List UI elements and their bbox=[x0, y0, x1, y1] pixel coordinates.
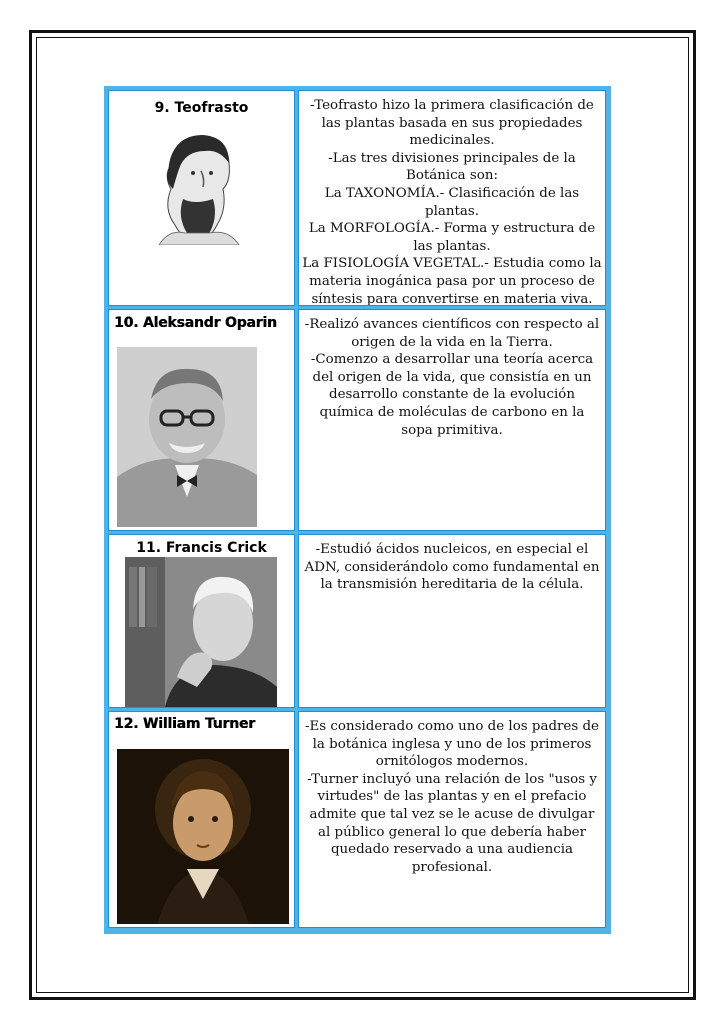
scientist-name: 11. Francis Crick bbox=[136, 540, 267, 556]
description-line: -Comenzo a desarrollar una teoría acerca del origen de la vida, que consistía en un desarrollo constante de la evolución química de moléculas de carbono en la sopa primitiva. bbox=[310, 352, 594, 438]
scientist-name: 12. William Turner bbox=[114, 716, 255, 732]
portrait-image-turner bbox=[117, 749, 289, 924]
description bbox=[299, 712, 605, 876]
description-line: La FISIOLOGÍA VEGETAL.- Estudia como la materia inogánica pasa por un proceso de síntesis para convertirse en materia viva. bbox=[302, 256, 602, 305]
portrait-image-oparin bbox=[117, 347, 257, 527]
scientist-name: 10. Aleksandr Oparin bbox=[114, 315, 277, 331]
description-cell-teofrasto bbox=[299, 91, 605, 305]
name-cell-crick bbox=[109, 535, 294, 707]
description-line: -Las tres divisiones principales de la Botánica son: bbox=[328, 150, 576, 184]
name-cell-oparin bbox=[109, 310, 294, 530]
description-line: -Realizó avances científicos con respecto al origen de la vida en la Tierra. bbox=[304, 317, 600, 350]
portrait-image-teofrasto bbox=[149, 129, 245, 245]
description bbox=[299, 91, 605, 305]
description-line: -Estudió ácidos nucleicos, en especial el ADN, considerándolo como fundamental en la transmisión hereditaria de la célula. bbox=[304, 542, 600, 593]
description bbox=[299, 535, 605, 594]
description-line: La TAXONOMÍA.- Clasificación de las plantas. bbox=[324, 185, 580, 219]
description-line: -Teofrasto hizo la primera clasificación de las plantas basada en sus propiedades medicinales. bbox=[310, 98, 594, 149]
name-cell-teofrasto bbox=[109, 91, 294, 305]
description-cell-turner bbox=[299, 712, 605, 927]
description bbox=[299, 310, 605, 439]
portrait-image-crick bbox=[125, 557, 277, 707]
description-line: -Turner incluyó una relación de los "usos y virtudes" de las plantas y en el prefacio admite que tal vez se le acuse de divulgar al público general lo que debería haber quedado reservado a una audiencia profesional. bbox=[307, 771, 597, 875]
description-line: -Es considerado como uno de los padres de la botánica inglesa y uno de los primeros ornitólogos modernos. bbox=[305, 719, 599, 770]
description-cell-oparin bbox=[299, 310, 605, 530]
description-cell-crick bbox=[299, 535, 605, 707]
scientists-table bbox=[104, 86, 611, 934]
description-line: La MORFOLOGÍA.- Forma y estructura de las plantas. bbox=[308, 221, 596, 254]
name-cell-turner bbox=[109, 712, 294, 927]
scientist-name: 9. Teofrasto bbox=[154, 100, 249, 116]
